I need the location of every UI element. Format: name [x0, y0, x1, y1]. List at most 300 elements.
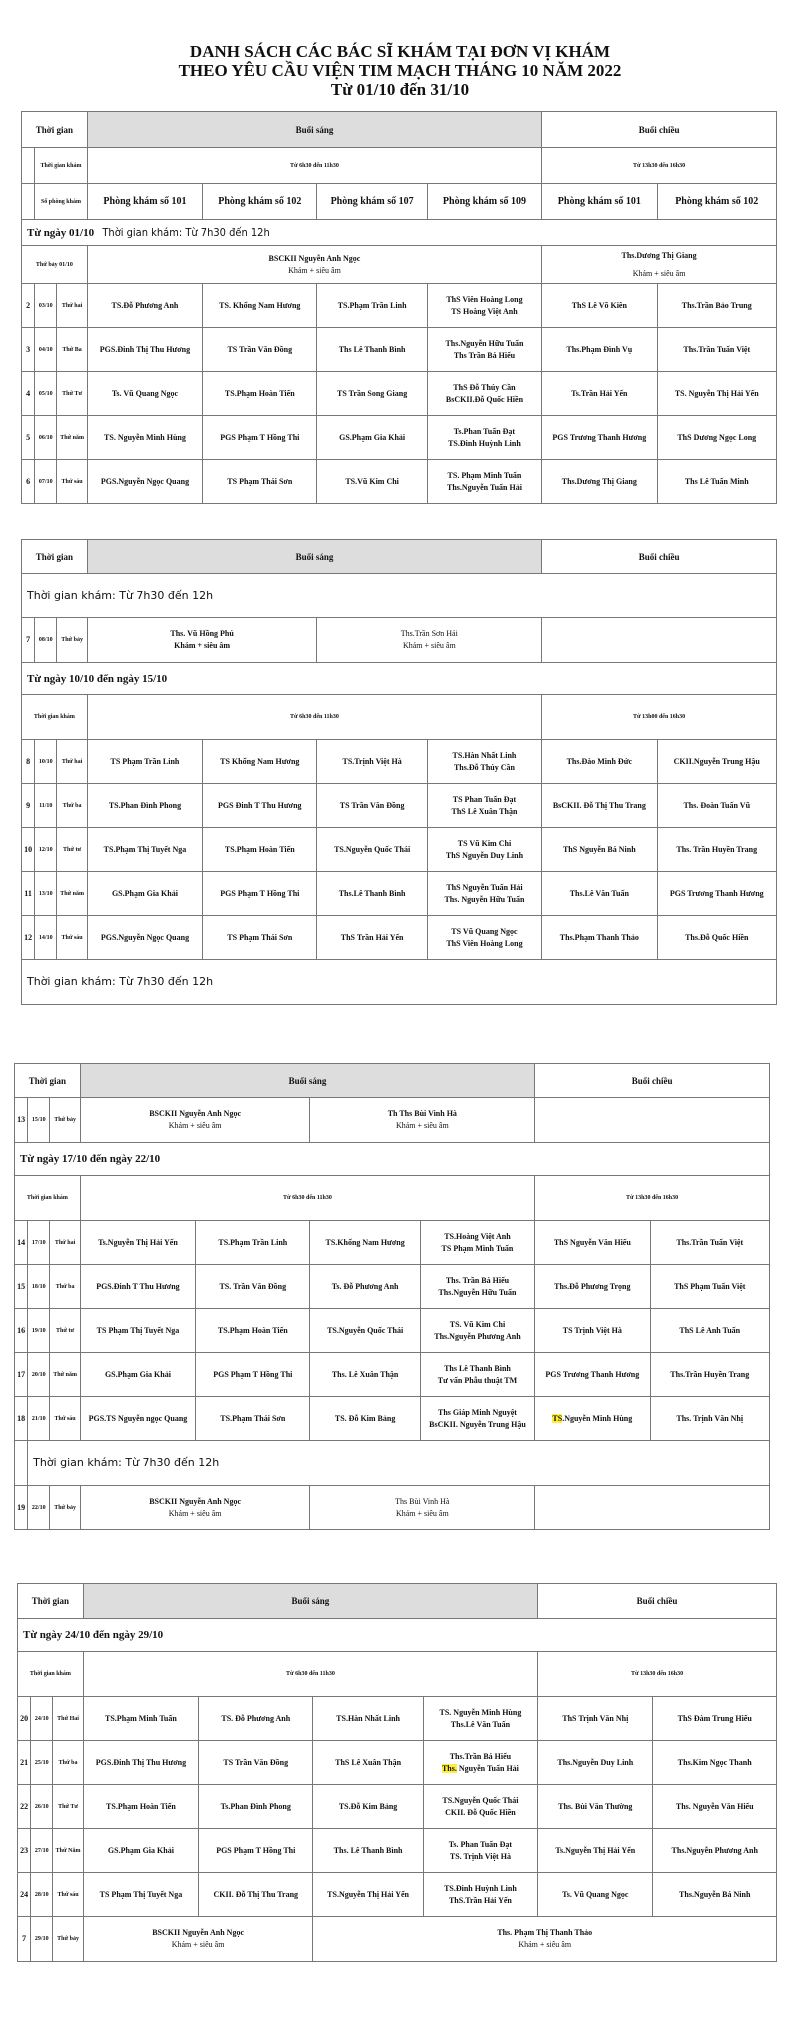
- doctor-cell: [87, 328, 202, 372]
- doctor-cell: [427, 784, 541, 828]
- schedule-table-4: [17, 1583, 777, 1962]
- row-number: 23: [18, 1829, 31, 1873]
- row-day: Thứ Năm: [53, 1829, 83, 1873]
- doctor-name: Ths Bùi Vinh Hà: [395, 1496, 450, 1506]
- header-morning: Buổi sáng: [83, 1584, 537, 1619]
- highlight-rest: .Nguyễn Minh Hùng: [562, 1413, 633, 1423]
- afternoon-hours: Từ 13h30 đến 16h30: [535, 1176, 770, 1221]
- doctor-name: PGS.Đinh Thị Thu Hương: [95, 1757, 187, 1767]
- doctor-name: PGS Đinh T Thu Hương: [218, 800, 302, 810]
- doctor-cell: [423, 1741, 537, 1785]
- doctor-cell: [80, 1353, 195, 1397]
- service-label: Khám + siêu âm: [395, 1508, 449, 1518]
- doctor-name: PGS Phạm T Hồng Thi: [216, 1845, 296, 1855]
- table-row: [22, 328, 777, 372]
- doctor-name: Ths.Nguyễn Phương Anh: [434, 1331, 521, 1341]
- doctor-name: Ts.Phan Tuấn Đạt: [453, 426, 516, 436]
- doctor-cell: [87, 372, 202, 416]
- doctor-name: TS Vũ Kim Chi: [457, 838, 512, 848]
- room-header: Phòng khám số 102: [203, 184, 317, 220]
- row-date: 12/10: [35, 828, 57, 872]
- saturday-afternoon-empty: [542, 618, 777, 663]
- row-date: 15/10: [28, 1098, 50, 1143]
- doctor-name: TS Phạm Thái Sơn: [227, 932, 293, 942]
- doctor-cell: [196, 1309, 310, 1353]
- doctor-cell: [313, 1829, 423, 1873]
- row-number: 15: [15, 1265, 28, 1309]
- doctor-name: TS Trần Song Giang: [337, 388, 408, 398]
- doctor-cell: [427, 372, 541, 416]
- doctor-name: TS.Nguyễn Quốc Thái: [334, 844, 411, 854]
- row-day: Thứ bảy: [50, 1098, 80, 1143]
- table-row: [22, 284, 777, 328]
- doctor-cell: [83, 1785, 198, 1829]
- doctor-name: TS. Vũ Kim Chi: [449, 1319, 506, 1329]
- doctor-cell: [313, 1873, 423, 1917]
- doctor-name: TS.Phạm Hoàn Tiến: [224, 388, 295, 398]
- doctor-name: TS.Vũ Kim Chi: [345, 476, 399, 486]
- doctor-cell: [87, 828, 202, 872]
- doctor-name: TS.Phạm Trần Linh: [337, 300, 407, 310]
- doctor-name: Ths.Trần Huyền Trang: [670, 1369, 750, 1379]
- doctor-name: ThS Dương Ngọc Long: [677, 432, 757, 442]
- row-day: Thứ ba: [53, 1741, 83, 1785]
- doctor-name: Ths.Đào Minh Đức: [566, 756, 633, 766]
- doctor-name: Ths Lê Thanh Bình: [338, 344, 406, 354]
- doctor-name: TS.Nguyễn Thị Hải Yến: [327, 1889, 409, 1899]
- afternoon-hours: Từ 13h30 đến 16h30: [538, 1652, 777, 1697]
- doctor-cell: [310, 1353, 420, 1397]
- doctor-cell: [196, 1265, 310, 1309]
- doctor-cell: [650, 1353, 770, 1397]
- row-day: Thứ tư: [50, 1309, 80, 1353]
- doctor-name: TS Trần Văn Đồng: [223, 1757, 289, 1767]
- doctor-name: TS. Nguyễn Minh Hùng: [439, 1707, 522, 1717]
- row-date: 25/10: [31, 1741, 53, 1785]
- doctor-name: TS.Nguyễn Quốc Thái: [327, 1325, 404, 1335]
- title-line-3: Từ 01/10 đến 31/10: [330, 80, 470, 99]
- row-number: 10: [22, 828, 35, 872]
- doctor-name: TS.Đinh Huỳnh Linh: [444, 1883, 517, 1893]
- doctor-name: Ts.Phan Đình Phong: [220, 1801, 291, 1811]
- doctor-name: Ths. Bùi Văn Thường: [558, 1801, 633, 1811]
- doctor-name: ThS Lê Anh Tuấn: [679, 1325, 741, 1335]
- header-afternoon: Buổi chiều: [542, 112, 777, 148]
- row-day: Thứ tư: [57, 828, 87, 872]
- table-row: [22, 828, 777, 872]
- doctor-name: Ths Lê Thanh Bình: [444, 1363, 511, 1373]
- doctor-cell: [653, 1829, 777, 1873]
- rows-block-1: [22, 284, 777, 504]
- room-header: Phòng khám số 101: [542, 184, 657, 220]
- doctor-cell: [650, 1397, 770, 1441]
- doctor-name: Ths.Trần Tuấn Việt: [676, 1237, 744, 1247]
- row-number: 18: [15, 1397, 28, 1441]
- doctor-cell: [203, 916, 317, 960]
- title-line-1: DANH SÁCH CÁC BÁC SĨ KHÁM TẠI ĐƠN VỊ KHÁM: [189, 42, 611, 61]
- doctor-cell: [657, 784, 777, 828]
- doctor-cell: [542, 784, 657, 828]
- doctor-cell: [657, 284, 777, 328]
- doctor-cell: [535, 1353, 650, 1397]
- saturday-morning-2: [317, 618, 542, 663]
- doctor-cell: [653, 1741, 777, 1785]
- doctor-name: Ths.Đỗ Thúy Cần: [453, 762, 515, 772]
- header-morning: Buổi sáng: [87, 540, 541, 574]
- saturday-time-note: Thời gian khám: Từ 7h30 đến 12h: [28, 1441, 770, 1486]
- blank-cell: [15, 1441, 28, 1486]
- doctor-cell: [203, 416, 317, 460]
- doctor-name: CKII. Đỗ Quốc Hiền: [445, 1807, 516, 1817]
- row-day: Thứ bảy: [50, 1486, 80, 1530]
- doctor-name: BSCKII Nguyễn Anh Ngọc: [149, 1109, 242, 1118]
- saturday-morning-1: [80, 1486, 310, 1530]
- doctor-cell: [535, 1265, 650, 1309]
- doctor-cell: [313, 1785, 423, 1829]
- table-row: [15, 1397, 770, 1441]
- doctor-name: Tư vấn Phẫu thuật TM: [437, 1375, 518, 1385]
- doctor-name: Ths.Nguyễn Bá Ninh: [679, 1889, 751, 1899]
- doctor-name: TS. Nguyễn Minh Hùng: [104, 432, 186, 442]
- doctor-name: TS Trịnh Việt Hà: [562, 1325, 622, 1335]
- doctor-name: Ths.Kim Ngọc Thanh: [677, 1757, 752, 1767]
- doctor-cell: [313, 1697, 423, 1741]
- row-number: 8: [22, 740, 35, 784]
- doctor-name: PGS.Đinh Thị Thu Hương: [99, 344, 191, 354]
- title-line-2: THEO YÊU CẦU VIỆN TIM MẠCH THÁNG 10 NĂM 2022: [178, 61, 622, 80]
- doctor-cell: [423, 1785, 537, 1829]
- doctor-cell: [420, 1309, 534, 1353]
- doctor-cell: [427, 328, 541, 372]
- doctor-name: ThS Viên Hoàng Long: [446, 938, 523, 948]
- table-row: [22, 916, 777, 960]
- service-label: Khám + siêu âm: [168, 1508, 222, 1518]
- row-day: Thứ năm: [57, 872, 87, 916]
- doctor-name: PGS.TS Nguyễn ngọc Quang: [88, 1413, 188, 1423]
- doctor-cell: [87, 916, 202, 960]
- doctor-cell: [199, 1829, 313, 1873]
- doctor-cell: [87, 284, 202, 328]
- doctor-name: TS Phan Tuấn Đạt: [452, 794, 517, 804]
- table-row: [18, 1785, 777, 1829]
- doctor-cell: [199, 1785, 313, 1829]
- service-label: Khám + siêu âm: [632, 268, 686, 278]
- row-date: 29/10: [31, 1917, 53, 1962]
- doctor-cell: [542, 416, 657, 460]
- doctor-cell: [317, 916, 427, 960]
- doctor-cell: [196, 1397, 310, 1441]
- saturday-morning-2: [313, 1917, 777, 1962]
- row-day: Thứ năm: [50, 1353, 80, 1397]
- section-heading: Từ ngày 24/10 đến ngày 29/10: [18, 1619, 777, 1652]
- saturday-time-note: Thời gian khám: Từ 7h30 đến 12h: [22, 574, 777, 618]
- doctor-name: Ths.Lê Văn Tuấn: [569, 888, 629, 898]
- row-number: 6: [22, 460, 35, 504]
- row-date: 04/10: [35, 328, 57, 372]
- doctor-cell: [657, 916, 777, 960]
- morning-hours: Từ 6h30 đến 11h30: [80, 1176, 534, 1221]
- doctor-cell: [653, 1873, 777, 1917]
- service-label: Khám + siêu âm: [395, 1121, 449, 1130]
- doctor-cell: [80, 1221, 195, 1265]
- row-number: 22: [18, 1785, 31, 1829]
- row-number: 24: [18, 1873, 31, 1917]
- row-day: Thứ bảy: [57, 618, 87, 663]
- header-time: Thời gian: [22, 540, 88, 574]
- doctor-name: ThS Viên Hoàng Long: [446, 294, 523, 304]
- doctor-name: Ths. Vũ Hồng Phú: [170, 629, 234, 638]
- doctor-name: BsCKII. Đỗ Thị Thu Trang: [552, 800, 646, 810]
- row-date: 27/10: [31, 1829, 53, 1873]
- doctor-name: TS Phạm Minh Tuấn: [441, 1243, 514, 1253]
- section-time-note: Thời gian khám: Từ 7h30 đến 12h: [102, 225, 270, 239]
- doctor-name: TS.Phạm Thái Sơn: [220, 1413, 286, 1423]
- doctor-cell: [657, 872, 777, 916]
- doctor-name: BsCKII. Nguyễn Trung Hậu: [429, 1419, 526, 1429]
- table-row: [18, 1697, 777, 1741]
- schedule-table-2: [21, 539, 777, 1005]
- doctor-cell: [87, 460, 202, 504]
- row-day: Thứ sáu: [57, 916, 87, 960]
- doctor-cell: [423, 1697, 537, 1741]
- header-morning: Buổi sáng: [87, 112, 541, 148]
- doctor-name: TS Vũ Quang Ngọc: [451, 926, 518, 936]
- doctor-cell: [420, 1265, 534, 1309]
- row-date: 06/10: [35, 416, 57, 460]
- doctor-name: PGS Trương Thanh Hương: [545, 1369, 640, 1379]
- doctor-name: [426, 1763, 535, 1775]
- doctor-name: ThS.Trần Hải Yến: [448, 1895, 512, 1905]
- doctor-name: Ts. Vũ Quang Ngọc: [562, 1889, 629, 1899]
- doctor-cell: [317, 828, 427, 872]
- doctor-name: [537, 1413, 647, 1425]
- header-morning: Buổi sáng: [80, 1064, 534, 1098]
- doctor-name: TS Phạm Thị Tuyết Nga: [96, 1325, 180, 1335]
- doctor-cell: [203, 460, 317, 504]
- row-date: 18/10: [28, 1265, 50, 1309]
- row-date: 28/10: [31, 1873, 53, 1917]
- schedule-table-1: [21, 111, 777, 504]
- doctor-cell: [657, 460, 777, 504]
- row-date: 19/10: [28, 1309, 50, 1353]
- doctor-cell: [657, 328, 777, 372]
- morning-hours: Từ 6h30 đến 11h30: [87, 695, 541, 740]
- highlight: TS: [552, 1413, 563, 1423]
- row-day: Thứ Tư: [53, 1785, 83, 1829]
- row-date: 13/10: [35, 872, 57, 916]
- document-title: [0, 42, 800, 99]
- doctor-name: ThS Lê Xuân Thận: [335, 1757, 402, 1767]
- doctor-cell: [203, 872, 317, 916]
- doctor-cell: [650, 1265, 770, 1309]
- schedule-table-3: [14, 1063, 770, 1530]
- doctor-cell: [317, 328, 427, 372]
- doctor-name: ThS Lê Xuân Thận: [451, 806, 518, 816]
- doctor-cell: [196, 1353, 310, 1397]
- doctor-name: TS.Phạm Trần Linh: [218, 1237, 288, 1247]
- row-day: Thứ hai: [57, 284, 87, 328]
- row-date: 11/10: [35, 784, 57, 828]
- doctor-name: Ths. Trần Bá Hiếu: [445, 1275, 510, 1285]
- doctor-name: CKII. Đỗ Thị Thu Trang: [213, 1889, 299, 1899]
- doctor-cell: [317, 740, 427, 784]
- doctor-name: CKII.Nguyễn Trung Hậu: [673, 756, 760, 766]
- row-day: Thứ sáu: [53, 1873, 83, 1917]
- row-day: Thứ Tư: [57, 372, 87, 416]
- doctor-name: TS. Trần Văn Đồng: [219, 1281, 287, 1291]
- room-header: Phòng khám số 101: [87, 184, 202, 220]
- table-row: [15, 1309, 770, 1353]
- header-afternoon: Buổi chiều: [542, 540, 777, 574]
- doctor-name: ThS Trần Hải Yến: [340, 932, 404, 942]
- doctor-name: TS. Phạm Minh Tuấn: [447, 470, 522, 480]
- section-heading: Từ ngày 10/10 đến ngày 15/10: [22, 663, 777, 695]
- doctor-name: TS.Phạm Thị Tuyết Nga: [103, 844, 187, 854]
- doctor-name: TS.Hoàng Việt Anh: [444, 1231, 511, 1241]
- table-row: [22, 872, 777, 916]
- doctor-cell: [542, 828, 657, 872]
- doctor-cell: [87, 784, 202, 828]
- doctor-name: Ts.Trần Hải Yến: [571, 388, 628, 398]
- row-date: 08/10: [35, 618, 57, 663]
- header-afternoon: Buổi chiều: [538, 1584, 777, 1619]
- doctor-cell: [199, 1697, 313, 1741]
- doctor-name: Ths. Nguyễn Hữu Tuấn: [444, 894, 525, 904]
- doctor-cell: [203, 828, 317, 872]
- saturday-morning-2: [310, 1098, 535, 1143]
- doctor-name: TS. Trịnh Việt Hà: [449, 1851, 511, 1861]
- header-time: Thời gian: [22, 112, 88, 148]
- doctor-cell: [317, 460, 427, 504]
- doctor-cell: [317, 784, 427, 828]
- table-row: [18, 1829, 777, 1873]
- doctor-cell: [317, 284, 427, 328]
- row-number: 12: [22, 916, 35, 960]
- doctor-cell: [657, 372, 777, 416]
- doctor-cell: [80, 1265, 195, 1309]
- doctor-cell: [203, 784, 317, 828]
- doctor-cell: [650, 1309, 770, 1353]
- table-row: [22, 460, 777, 504]
- doctor-name: ThS Lê Võ Kiên: [571, 300, 627, 310]
- doctor-name: BSCKII Nguyễn Anh Ngọc: [268, 253, 361, 263]
- doctor-name: TS. Khổng Nam Hương: [219, 300, 301, 310]
- doctor-name: TS Phạm Thị Tuyết Nga: [99, 1889, 183, 1899]
- row-number: 11: [22, 872, 35, 916]
- doctor-cell: [542, 916, 657, 960]
- doctor-name: GS.Phạm Gia Khải: [111, 888, 178, 898]
- table-row: [22, 784, 777, 828]
- row-date: 05/10: [35, 372, 57, 416]
- doctor-cell: [542, 372, 657, 416]
- doctor-name: Ts. Phan Tuấn Đạt: [448, 1839, 513, 1849]
- blank-cell: [22, 184, 35, 220]
- section-heading: [22, 220, 777, 246]
- table-row: [22, 372, 777, 416]
- service-label: Khám + siêu âm: [402, 641, 456, 650]
- row-day: Thứ Ba: [57, 328, 87, 372]
- row-date: 20/10: [28, 1353, 50, 1397]
- doctor-name: ThS Nguyễn Duy Linh: [445, 850, 524, 860]
- row-number: 2: [22, 284, 35, 328]
- doctor-name: TS.Phạm Hoàn Tiến: [106, 1801, 176, 1811]
- row-date: 17/10: [28, 1221, 50, 1265]
- section-heading: Từ ngày 17/10 đến ngày 22/10: [15, 1143, 770, 1176]
- doctor-name: Ts. Vũ Quang Ngọc: [111, 388, 179, 398]
- doctor-cell: [653, 1697, 777, 1741]
- blank-cell: [22, 148, 35, 184]
- doctor-name: TS.Hàn Nhất Linh: [452, 750, 517, 760]
- doctor-name: TS.Phạm Hoàn Tiến: [217, 1325, 288, 1335]
- doctor-name: ThS Đỗ Thúy Cần: [453, 382, 516, 392]
- doctor-name: TS Hoàng Việt Anh: [451, 306, 518, 316]
- doctor-name: Ts.Nguyễn Thị Hải Yến: [98, 1237, 178, 1247]
- doctor-name: Ths Trần Bá Hiếu: [453, 350, 516, 360]
- doctor-cell: [657, 740, 777, 784]
- row-number: 20: [18, 1697, 31, 1741]
- doctor-name: TS.Nguyễn Quốc Thái: [442, 1795, 519, 1805]
- table-row: [22, 740, 777, 784]
- doctor-name: Ths. Nguyễn Văn Hiếu: [675, 1801, 754, 1811]
- exam-time-label: Thời gian khám: [15, 1176, 81, 1221]
- doctor-cell: [542, 872, 657, 916]
- doctor-cell: [87, 872, 202, 916]
- doctor-cell: [203, 740, 317, 784]
- row-number: 5: [22, 416, 35, 460]
- doctor-cell: [310, 1397, 420, 1441]
- doctor-cell: [420, 1353, 534, 1397]
- row-number: 16: [15, 1309, 28, 1353]
- doctor-name: BSCKII Nguyễn Anh Ngọc: [149, 1496, 242, 1506]
- doctor-name: TS Trần Văn Đồng: [339, 800, 405, 810]
- doctor-cell: [199, 1873, 313, 1917]
- doctor-name: Ths.Trần Sơn Hải: [400, 629, 458, 638]
- row-number: 4: [22, 372, 35, 416]
- doctor-name: PGS Phạm T Hồng Thi: [220, 432, 300, 442]
- section-date: Từ ngày 01/10: [27, 226, 95, 239]
- header-afternoon: Buổi chiều: [535, 1064, 770, 1098]
- doctor-name: Ts.Nguyễn Thị Hải Yến: [555, 1845, 636, 1855]
- row-day: Thứ năm: [57, 416, 87, 460]
- afternoon-hours: Từ 13h00 đến 16h30: [542, 695, 777, 740]
- doctor-name: Ths.Trần Bảo Trung: [681, 300, 752, 310]
- doctor-name: TS Phạm Thái Sơn: [227, 476, 293, 486]
- row-number: 19: [15, 1486, 28, 1530]
- doctor-cell: [427, 828, 541, 872]
- doctor-name: Ths.Phạm Đình Vụ: [566, 344, 633, 354]
- doctor-cell: [427, 872, 541, 916]
- saturday-morning-1: [87, 618, 317, 663]
- doctor-name: TS.Đỗ Phương Anh: [111, 300, 179, 310]
- table-row: [22, 416, 777, 460]
- doctor-cell: [196, 1221, 310, 1265]
- doctor-cell: [542, 740, 657, 784]
- doctor-name: PGS Trương Thanh Hương: [552, 432, 647, 442]
- saturday-morning: [87, 246, 541, 284]
- doctor-cell: [535, 1397, 650, 1441]
- doctor-cell: [87, 416, 202, 460]
- doctor-name: Ths.Trần Tuấn Việt: [683, 344, 751, 354]
- rows-block-2: [22, 740, 777, 960]
- table-row: [18, 1873, 777, 1917]
- doctor-cell: [427, 416, 541, 460]
- row-date: 10/10: [35, 740, 57, 784]
- row-day: Thứ ba: [57, 784, 87, 828]
- doctor-cell: [653, 1785, 777, 1829]
- doctor-cell: [80, 1309, 195, 1353]
- doctor-name: TS Khổng Nam Hương: [220, 756, 300, 766]
- doctor-name: ThS Nguyễn Bá Ninh: [562, 844, 636, 854]
